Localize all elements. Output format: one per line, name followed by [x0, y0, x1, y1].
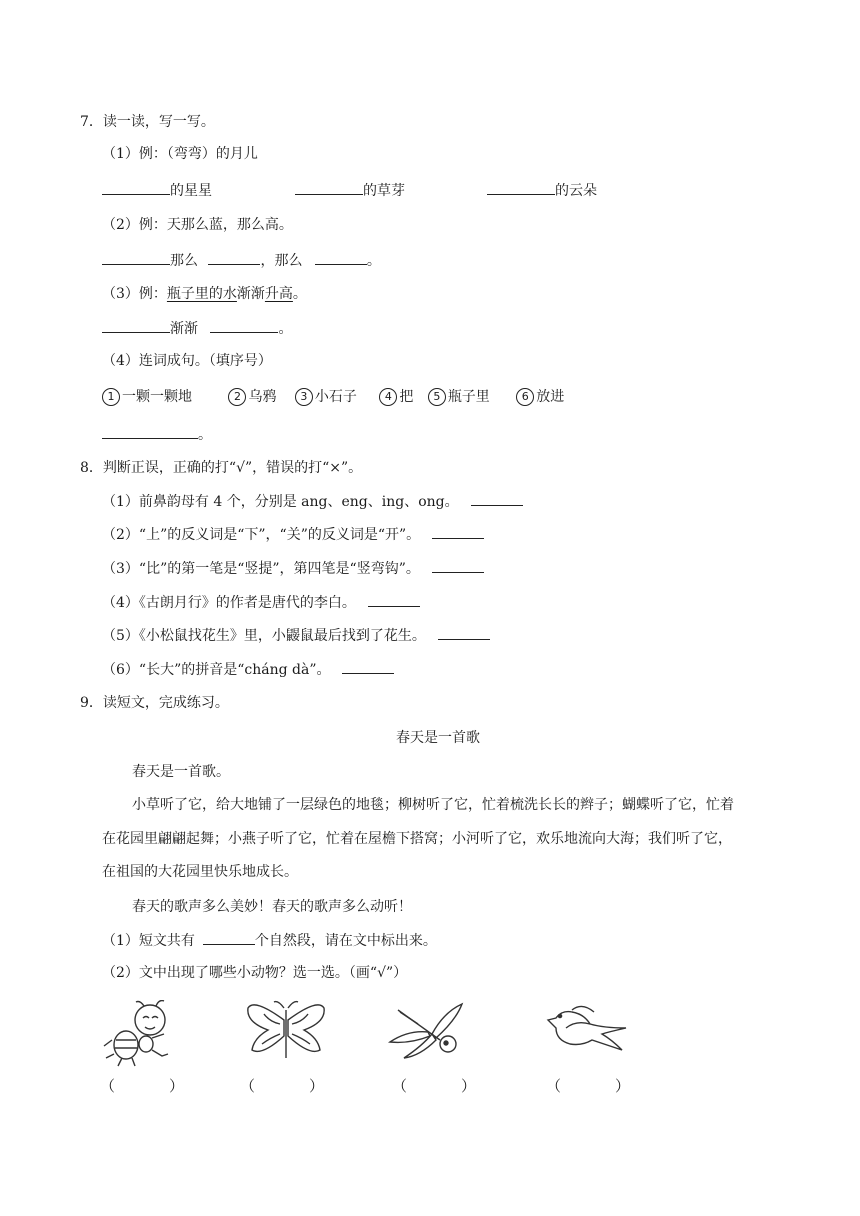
q7-p2-row [102, 250, 381, 271]
butterfly-icon [244, 1000, 328, 1066]
q7-p1-example: （1）例：（弯弯）的月儿 [102, 146, 258, 162]
passage-title: 春天是一首歌 [396, 730, 480, 746]
answer-blank[interactable] [203, 930, 255, 945]
label: 个自然段，请在文中标出来。 [254, 933, 437, 949]
answer-blank[interactable] [368, 592, 420, 607]
answer-blank[interactable] [432, 524, 484, 539]
answer-blank[interactable] [102, 250, 170, 265]
choice-paren-dragonfly[interactable] [392, 1075, 476, 1096]
paren-open: （ [240, 1077, 256, 1095]
paren-open: （ [392, 1077, 408, 1095]
q7-p2-example: （2）例：天那么蓝，那么高。 [102, 217, 293, 233]
fill-text: 。 [366, 253, 381, 269]
answer-blank[interactable] [432, 558, 484, 573]
statement: （4）《古朗月行》的作者是唐代的李白。 [102, 595, 356, 611]
passage-para-3: 春天的歌声多么美妙！春天的歌声多么动听！ [132, 899, 412, 915]
fill-text: 。 [198, 427, 212, 443]
dragonfly-icon [386, 1000, 470, 1064]
answer-blank[interactable] [438, 625, 490, 640]
answer-blank[interactable] [102, 180, 170, 195]
q7-p4-title: （4）连词成句。（填序号） [102, 353, 272, 369]
q7-p3-row [102, 318, 292, 339]
q8-item-1 [102, 491, 523, 512]
fill-text: 渐渐 [170, 321, 198, 337]
circled-number: 3 [295, 388, 313, 406]
option-text: 小石子 [314, 389, 357, 405]
circled-number: 2 [228, 388, 246, 406]
label: 。 [292, 286, 307, 302]
paren-open: （ [546, 1077, 562, 1095]
option-5 [428, 389, 490, 405]
answer-blank[interactable] [342, 659, 394, 674]
choice-paren-ant[interactable] [100, 1075, 184, 1096]
q7-p4-answer [102, 424, 212, 445]
ant-icon [100, 1000, 180, 1068]
q7-p1-row-2 [295, 180, 405, 201]
option-3 [295, 389, 357, 405]
passage-para-2-line-3: 在祖国的大花园里快乐地成长。 [102, 864, 298, 880]
q8-item-6 [102, 659, 394, 680]
fill-text: 那么 [170, 253, 198, 269]
q9-sub-1 [102, 930, 437, 951]
option-4 [379, 389, 413, 405]
fill-suffix: 的草芽 [363, 183, 405, 199]
passage-para-1: 春天是一首歌。 [132, 764, 230, 780]
fill-suffix: 的星星 [170, 183, 212, 199]
q8-item-2 [102, 524, 484, 545]
q7-title: 7．读一读，写一写。 [80, 114, 215, 130]
option-text: 把 [399, 389, 414, 405]
paren-close: ） [615, 1077, 631, 1095]
paren-close: ） [309, 1077, 325, 1095]
q7-p3-example [102, 284, 307, 304]
q7-p1-row-3 [487, 180, 597, 201]
statement: （5）《小松鼠找花生》里，小鼹鼠最后找到了花生。 [102, 628, 426, 644]
underlined-phrase: 升高 [264, 286, 293, 302]
label: 渐渐 [236, 286, 265, 302]
statement: （6）“长大”的拼音是“cháng dà”。 [102, 662, 331, 678]
choice-paren-butterfly[interactable] [240, 1075, 324, 1096]
passage-para-2-line-2: 在花园里翩翩起舞；小燕子听了它，忙着在屋檐下搭窝；小河听了它，欢乐地流向大海；我们听了它， [102, 831, 732, 847]
fill-suffix: 的云朵 [555, 183, 597, 199]
fill-text: 。 [278, 321, 293, 337]
option-1 [102, 389, 192, 405]
option-text: 乌鸦 [248, 389, 277, 405]
paren-close: ） [461, 1077, 477, 1095]
option-2 [228, 389, 276, 405]
circled-number: 1 [102, 388, 120, 406]
answer-blank[interactable] [315, 250, 367, 265]
answer-blank[interactable] [210, 318, 278, 333]
q8-item-4 [102, 592, 420, 613]
answer-blank[interactable] [102, 318, 170, 333]
label: （1）短文共有 [102, 933, 195, 949]
q9-title: 9．读短文，完成练习。 [80, 695, 229, 711]
q8-item-3 [102, 558, 484, 579]
paren-open: （ [100, 1077, 116, 1095]
fill-text: ，那么 [260, 253, 303, 269]
statement: （3）“比”的第一笔是“竖提”，第四笔是“竖弯钩”。 [102, 561, 420, 577]
option-text: 瓶子里 [447, 389, 490, 405]
circled-number: 4 [379, 388, 397, 406]
q7-p4-options [102, 387, 564, 407]
statement: （2）“上”的反义词是“下”，“关”的反义词是“开”。 [102, 527, 421, 543]
q8-item-5 [102, 625, 490, 646]
option-text: 一颗一颗地 [122, 389, 192, 405]
q8-title: 8．判断正误，正确的打“√”，错误的打“×”。 [80, 460, 363, 476]
circled-number: 5 [428, 388, 446, 406]
answer-blank[interactable] [295, 180, 363, 195]
option-text: 放进 [536, 389, 565, 405]
paren-close: ） [169, 1077, 185, 1095]
statement: （1）前鼻韵母有 4 个，分别是 ang、eng、ing、ong。 [102, 494, 459, 510]
q9-sub-2: （2）文中出现了哪些小动物？选一选。（画“√”） [102, 965, 408, 981]
option-6 [516, 389, 564, 405]
swallow-icon [542, 1002, 630, 1060]
answer-blank[interactable] [471, 491, 523, 506]
answer-blank[interactable] [208, 250, 260, 265]
answer-blank[interactable] [487, 180, 555, 195]
choice-paren-swallow[interactable] [546, 1075, 630, 1096]
underlined-phrase: 瓶子里的水 [166, 286, 237, 302]
passage-para-2-line-1: 小草听了它，给大地铺了一层绿色的地毯；柳树听了它，忙着梳洗长长的辫子；蝴蝶听了它，忙着 [132, 797, 734, 813]
label: （3）例： [102, 286, 167, 302]
circled-number: 6 [516, 388, 534, 406]
answer-blank[interactable] [102, 424, 198, 439]
q7-p1-row [102, 180, 212, 201]
